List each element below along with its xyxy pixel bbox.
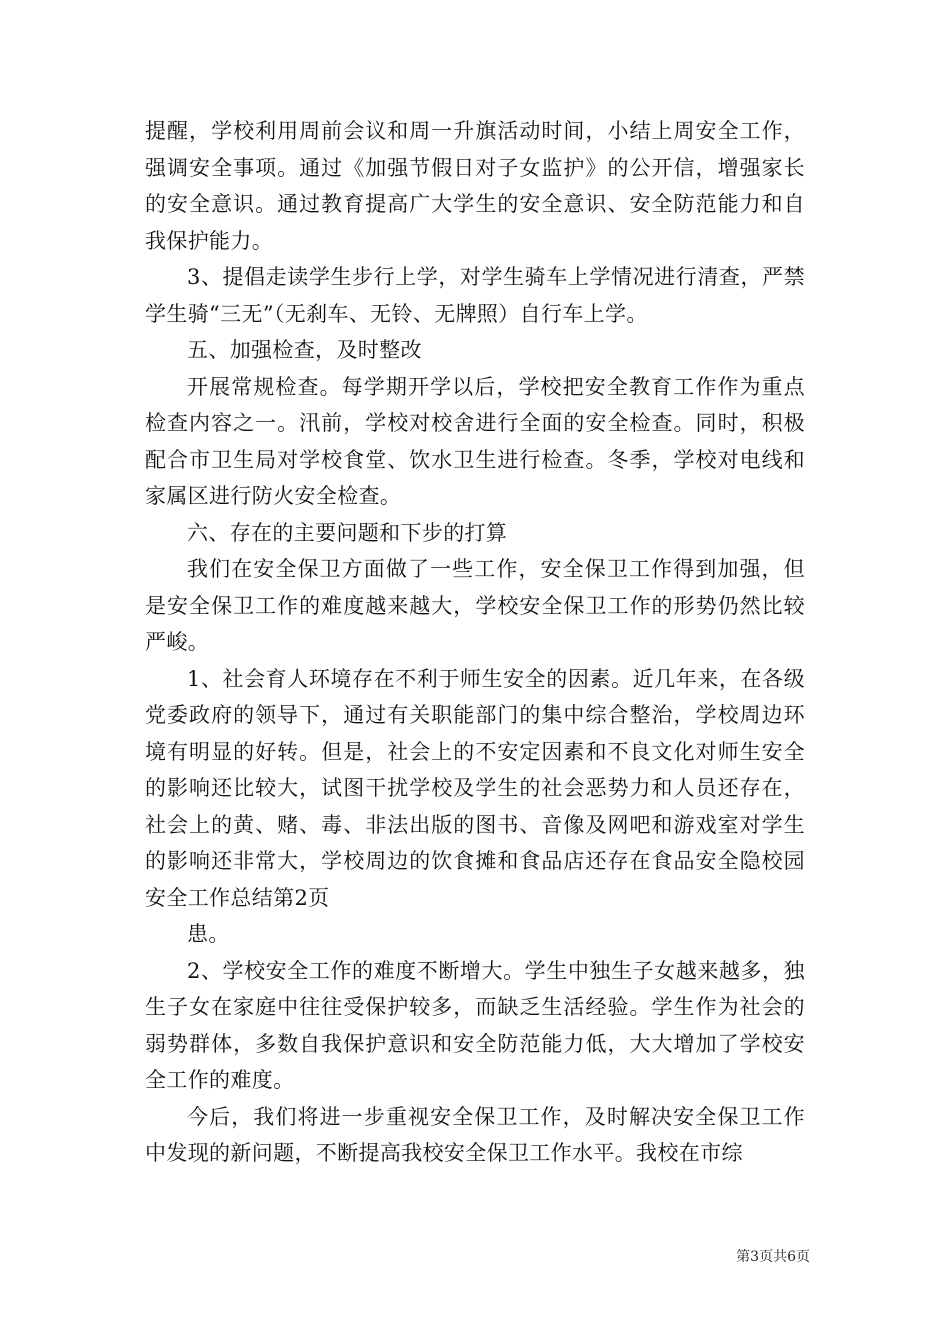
paragraph-8: 今后，我们将进一步重视安全保卫工作，及时解决安全保卫工作中发现的新问题，不断提高我校安全保卫工作水平。我校在市综: [145, 1104, 805, 1165]
paragraph-5: 1、社会育人环境存在不利于师生安全的因素。近几年来，在各级党委政府的领导下，通过有关职能部门的集中综合整治，学校周边环境有明显的好转。但是，社会上的不安定因素和不良文化对师生安全的影响还比较大，试图干扰学校及学生的社会恶势力和人员还存在，社会上的黄、赌、毒、非法出版的图书、音像及网吧和游戏室对学生的影响还非常大，学校周边的饮食摊和食品店还存在食品安全隐校园安全工作总结第2页: [145, 666, 805, 910]
paragraph-1: 提醒，学校利用周前会议和周一升旗活动时间，小结上周安全工作，强调安全事项。通过《加强节假日对子女监护》的公开信，增强家长的安全意识。通过教育提高广大学生的安全意识、安全防范能力和自我保护能力。: [145, 119, 805, 253]
section-heading-5: 五、加强检查，及时整改: [187, 338, 422, 362]
paragraph-6: 患。: [187, 922, 230, 946]
section-heading-6: 六、存在的主要问题和下步的打算: [187, 520, 508, 545]
document-body: [145, 113, 805, 1172]
paragraph-4: 我们在安全保卫方面做了一些工作，安全保卫工作得到加强，但是安全保卫工作的难度越来越大，学校安全保卫工作的形势仍然比较严峻。: [145, 557, 805, 654]
paragraph-3: 开展常规检查。每学期开学以后，学校把安全教育工作作为重点检查内容之一。汛前，学校对校舍进行全面的安全检查。同时，积极配合市卫生局对学校食堂、饮水卫生进行检查。冬季，学校对电线和家属区进行防火安全检查。: [145, 374, 805, 508]
page-number: 第3页共6页: [736, 1249, 810, 1265]
paragraph-7: 2、学校安全工作的难度不断增大。学生中独生子女越来越多，独生子女在家庭中往往受保护较多，而缺乏生活经验。学生作为社会的弱势群体，多数自我保护意识和安全防范能力低，大大增加了学校安全工作的难度。: [145, 958, 805, 1092]
paragraph-2: 3、提倡走读学生步行上学，对学生骑车上学情况进行清查，严禁学生骑“三无”（无刹车、无铃、无牌照）自行车上学。: [145, 265, 805, 326]
